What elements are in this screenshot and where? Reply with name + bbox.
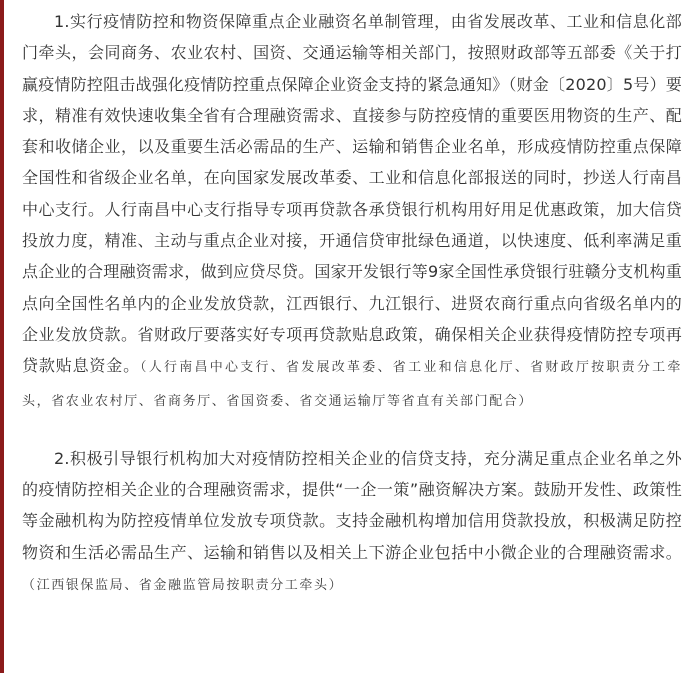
paragraph-2-responsibility-note: （江西银保监局、省金融监管局按职责分工牵头） <box>22 578 344 594</box>
paragraph-1-responsibility-note: （人行南昌中心支行、省发展改革委、省工业和信息化厅、省财政厅按职责分工牵头，省农业农村厅、省商务厅、省国资委、省交通运输厅等省直有关部门配合） <box>22 360 682 409</box>
left-accent-bar <box>0 0 4 673</box>
article-body <box>22 6 682 601</box>
paragraph-2-text: 2.积极引导银行机构加大对疫情防控相关企业的信贷支持，充分满足重点企业名单之外的疫情防控相关企业的合理融资需求，提供“一企一策”融资解决方案。鼓励开发性、政策性等金融机构为防控疫情单位发放专项贷款。支持金融机构增加信用贷款投放，积极满足防控物资和生活必需品生产、运输和销售以及相关上下游企业包括中小微企业的合理融资需求。 <box>22 448 682 562</box>
paragraph-1 <box>22 6 682 417</box>
paragraph-1-text: 1.实行疫情防控和物资保障重点企业融资名单制管理，由省发展改革、工业和信息化部门牵头，会同商务、农业农村、国资、交通运输等相关部门，按照财政部等五部委《关于打赢疫情防控阻击战强化疫情防控重点保障企业资金支持的紧急通知》（财金〔2020〕5号）要求，精准有效快速收集全省有合理融资需求、直接参与防控疫情的重要医用物资的生产、配套和收储企业，以及重要生活必需品的生产、运输和销售企业名单，形成疫情防控重点保障全国性和省级企业名单，在向国家发展改革委、工业和信息化部报送的同时，抄送人行南昌中心支行。人行南昌中心支行指导专项再贷款各承贷银行机构用好用足优惠政策，加大信贷投放力度，精准、主动与重点企业对接，开通信贷审批绿色通道，以快速度、低利率满足重点企业的合理融资需求，做到应贷尽贷。国家开发银行等9家全国性承贷银行驻赣分支机构重点向全国性名单内的企业发放贷款，江西银行、九江银行、进贤农商行重点向省级名单内的企业发放贷款。省财政厅要落实好专项再贷款贴息政策，确保相关企业获得疫情防控专项再贷款贴息资金。 <box>22 12 682 376</box>
paragraph-2 <box>22 443 682 601</box>
